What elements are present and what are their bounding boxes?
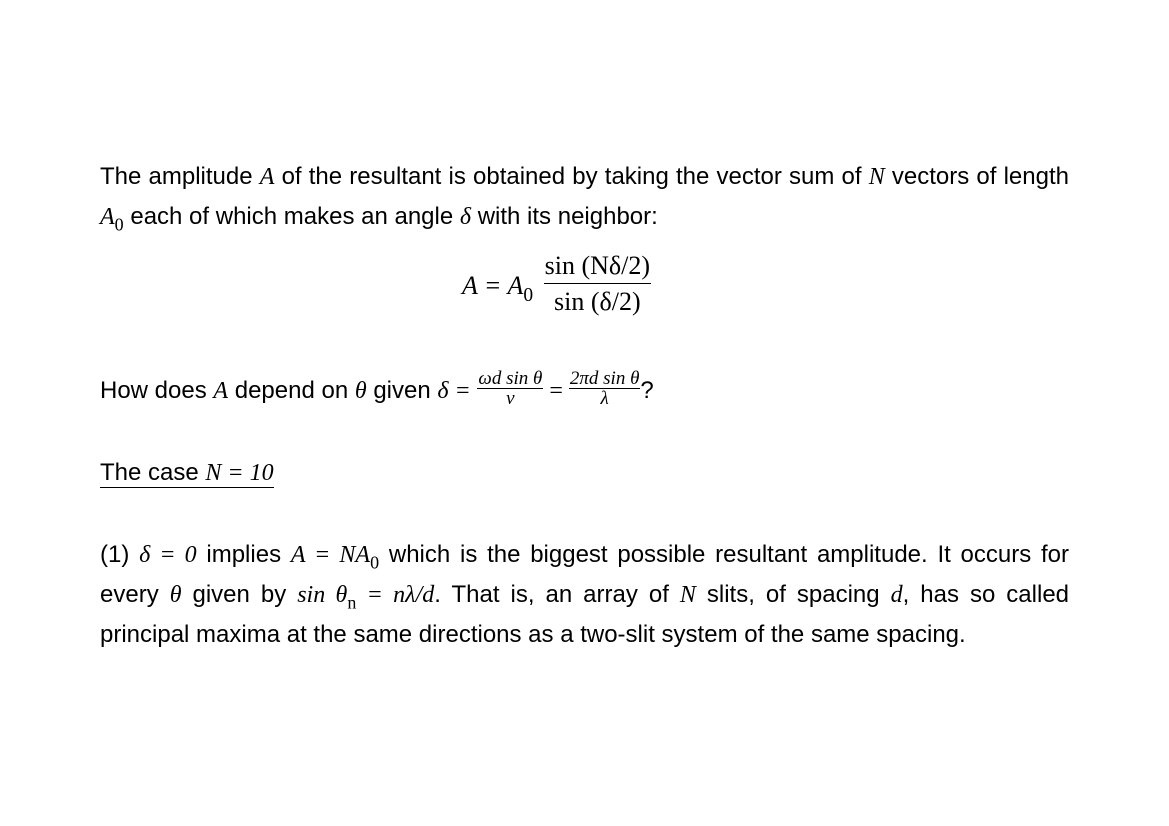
math-condition: δ = 0 xyxy=(139,542,197,568)
math-theta: θ xyxy=(354,378,367,404)
text: slits, of spacing xyxy=(695,581,891,608)
equation-fraction xyxy=(544,251,651,317)
subscript: 0 xyxy=(114,214,124,235)
underlined-heading xyxy=(100,459,274,488)
subscript: 0 xyxy=(370,552,380,573)
math-theta: θ xyxy=(169,582,182,608)
lhs-text: A = A xyxy=(462,271,524,300)
text: vectors of length xyxy=(884,163,1069,190)
math-sin: sin θ xyxy=(297,582,348,608)
fraction-denominator: λ xyxy=(600,388,609,410)
math-d: d xyxy=(890,582,903,608)
fraction-denominator: sin (δ/2) xyxy=(554,287,641,316)
math-N: N xyxy=(679,582,696,608)
item-label: (1) xyxy=(100,541,140,568)
text: with its neighbor: xyxy=(471,203,658,230)
math-A0: A xyxy=(100,204,115,230)
math-N: N xyxy=(868,164,885,190)
text: each of which makes an angle xyxy=(123,203,460,230)
fraction-numerator: ωd sin θ xyxy=(478,368,543,390)
fraction-omega xyxy=(477,369,543,408)
text: given by xyxy=(181,581,298,608)
subscript: n xyxy=(347,592,357,613)
math-result: A = NA xyxy=(290,542,371,568)
math-A: A xyxy=(259,164,275,190)
text: depend on xyxy=(228,377,355,404)
text: The case xyxy=(100,459,206,486)
question-mark: ? xyxy=(640,377,654,404)
document-page xyxy=(100,157,1069,654)
equals-sign: = xyxy=(549,378,563,404)
text: How does xyxy=(100,377,214,404)
fraction-lambda xyxy=(569,369,641,408)
text: The amplitude xyxy=(100,163,260,190)
fraction-numerator: sin (Nδ/2) xyxy=(544,251,651,284)
intro-paragraph xyxy=(100,157,1069,237)
text: implies xyxy=(196,541,291,568)
subscript: 0 xyxy=(523,284,534,306)
text: given xyxy=(366,377,438,404)
text: , has so called principal maxima at the same directions as a two-slit system of the same spacing. xyxy=(100,581,1070,648)
math-equation-rest: = nλ/d xyxy=(356,582,435,608)
question-paragraph xyxy=(100,368,1069,411)
math-N-equals: N = 10 xyxy=(205,460,274,486)
text: of the resultant is obtained by taking the vector sum of xyxy=(274,163,869,190)
text: . That is, an array of xyxy=(434,581,680,608)
equation-lhs xyxy=(462,271,534,306)
amplitude-equation xyxy=(100,251,1069,329)
math-delta: δ xyxy=(459,204,472,230)
fraction-numerator: 2πd sin θ xyxy=(569,368,640,390)
math-A: A xyxy=(213,378,229,404)
case-heading xyxy=(100,453,1069,493)
point-one-paragraph xyxy=(100,535,1069,654)
math-delta-eq: δ = xyxy=(437,378,471,404)
fraction-denominator: v xyxy=(506,388,515,410)
text: which is the biggest possible resultant amplitude. It occurs for every xyxy=(100,541,1069,608)
